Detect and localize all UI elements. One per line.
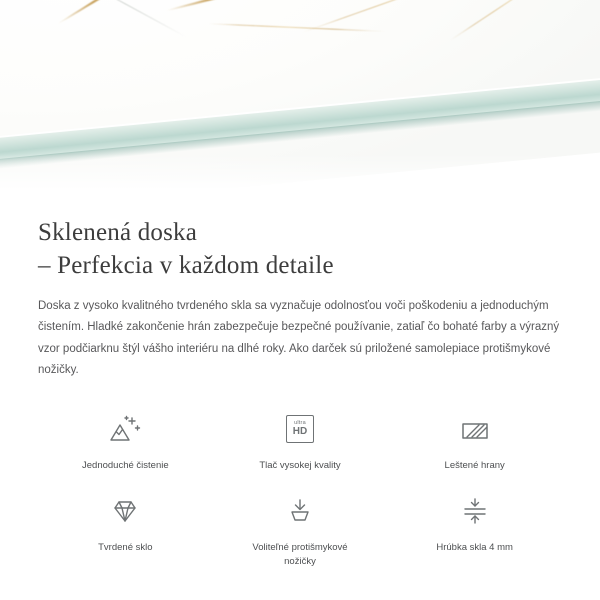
feature-item-glass-thickness [387,489,562,569]
feature-grid [38,407,562,568]
hero-bottom-fade [0,154,600,200]
ultra-hd-badge-bottom: HD [292,426,308,438]
feature-label: Hrúbka skla 4 mm [436,541,513,553]
thickness-arrows-icon [453,489,497,533]
feature-item-easy-cleaning [38,407,213,473]
anti-slip-foot-icon [278,489,322,533]
feature-item-tempered-glass [38,489,213,569]
description-text [38,296,562,381]
headline-line-2: – Perfekcia v každom detaile [38,252,334,279]
feature-label: Jednoduché čistenie [82,460,169,472]
feature-label: Tlač vysokej kvality [259,460,341,472]
sparkle-cloth-icon [103,407,147,451]
polished-edge-icon [453,407,497,451]
feature-item-polished-edges [387,407,562,473]
marble-vein [82,0,188,39]
marble-vein [57,0,255,25]
headline-line-1: Sklenená doska [38,219,198,246]
feature-item-anti-slip-feet [213,489,388,569]
diamond-icon [103,489,147,533]
description-paragraph: Doska z vysoko kvalitného tvrdeného skla sa vyznačuje odolnosťou voči poškodeniu a jednoduchým čistením. Hladké zakončenie hrán zabezpečuje bezpečné používanie, zatiaľ čo bohaté farby a výrazný vzor podčiarknu štýl vášho interiéru na dlhé roky. Ako darček sú priložené samolepiace protišmykové nožičky. [38,300,560,376]
marble-vein [449,0,591,41]
page-title [38,216,562,282]
feature-label: Tvrdené sklo [98,541,153,553]
ultra-hd-icon [278,407,322,451]
ultra-hd-badge-top: ultra [294,419,306,426]
feature-label: Leštené hrany [444,460,505,472]
feature-label: Voliteľné protišmykové nožičky [252,541,348,567]
hero-image [0,0,600,200]
ultra-hd-badge [286,415,314,443]
content-area [0,216,600,568]
marble-vein [207,23,387,32]
feature-item-print-quality [213,407,388,473]
